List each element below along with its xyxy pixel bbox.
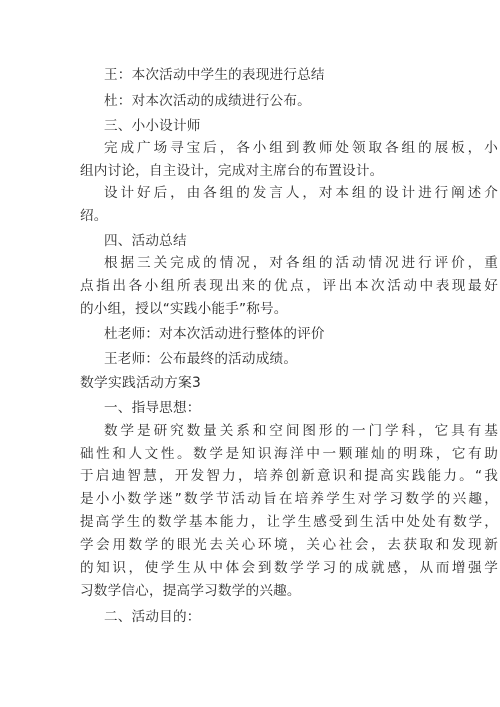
paragraph-line: 提高学生的数学基本能力，让学生感受到生活中处处有数学， <box>80 514 498 530</box>
paragraph-line: 是小小数学迷”数学节活动旨在培养学生对学习数学的兴趣， <box>80 491 498 507</box>
section-heading-summary: 四、活动总结 <box>104 233 187 249</box>
section-heading-guiding-idea: 一、指导思想： <box>104 400 201 416</box>
paragraph-line: 础性和人文性。数学是知识海洋中一颗璀灿的明珠，它有助 <box>80 446 498 462</box>
section-heading-designer: 三、小小设计师 <box>104 118 201 134</box>
paragraph-line: 绍。 <box>80 208 108 224</box>
paragraph-line: 的小组，授以“实践小能手”称号。 <box>80 301 288 317</box>
line-du-announce: 杜：对本次活动的成绩进行公布。 <box>104 93 311 109</box>
paragraph-line: 习数学信心，提高学习数学的兴趣。 <box>80 583 301 599</box>
line-wang-teacher: 王老师：公布最终的活动成绩。 <box>104 351 298 367</box>
plan-title: 数学实践活动方案3 <box>80 375 201 391</box>
paragraph-line: 学会用数学的眼光去关心环境，关心社会，去获取和发现新 <box>80 537 498 553</box>
paragraph-line: 完成广场寻宝后，各小组到教师处领取各组的展板，小 <box>104 140 498 156</box>
paragraph-line: 根据三关完成的情况，对各组的活动情况进行评价，重 <box>104 255 498 271</box>
paragraph-line: 数学是研究数量关系和空间图形的一门学科，它具有基 <box>104 423 498 439</box>
line-du-teacher: 杜老师：对本次活动进行整体的评价 <box>104 326 325 342</box>
paragraph-line: 点指出各小组所表现出来的优点，评出本次活动中表现最好 <box>80 278 498 294</box>
paragraph-line: 的知识，使学生从中体会到数学学习的成就感，从而增强学 <box>80 560 498 576</box>
paragraph-line: 组内讨论，自主设计，完成对主席台的布置设计。 <box>80 163 384 179</box>
line-wang-summary: 王：本次活动中学生的表现进行总结 <box>104 67 325 83</box>
paragraph-line: 设计好后，由各组的发言人，对本组的设计进行阐述介 <box>104 185 498 201</box>
paragraph-line: 于启迪智慧，开发智力，培养创新意识和提高实践能力。“我 <box>80 468 498 484</box>
section-heading-activity-purpose: 二、活动目的： <box>104 609 201 625</box>
